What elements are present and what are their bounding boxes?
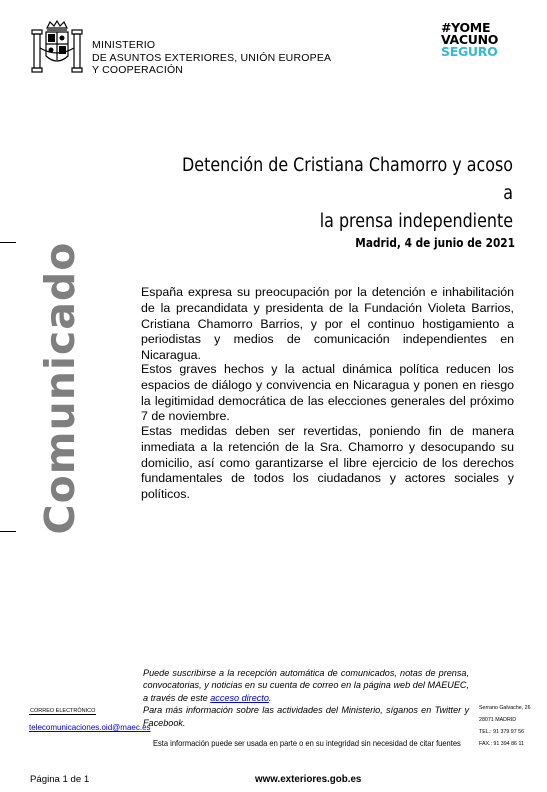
contact-email-link[interactable]: telecomunicaciones.oid@maec.es	[29, 723, 151, 732]
release-date: Madrid, 4 de junio de 2021	[355, 236, 515, 250]
ministry-line: MINISTERIO	[92, 39, 156, 51]
body-paragraph: Estas medidas deben ser revertidas, poniendo fin de manera inmediata a la retención de la Sra. Chamorro y desocupando su domicilio, así como garantizarse el libre ejercicio de los derechos fundamentales de todos los ciudadanos y actores sociales y políticos.	[141, 424, 514, 502]
postal-address	[479, 702, 531, 750]
side-label: Comunicado	[36, 241, 84, 535]
campaign-line: SEGURO	[441, 44, 498, 59]
address-line: Serrano Galvache, 26	[479, 705, 531, 711]
address-line: TEL.: 91 379 97 56	[479, 729, 525, 735]
body-paragraph: España expresa su preocupación por la detención e inhabilitación de la precandidata y presidenta de la Fundación Violeta Barrios, Cristiana Chamorro Barrios, y por el continuo hostigamiento a periodistas y medios de comunicación independientes en Nicaragua.	[141, 285, 514, 363]
campaign-line: #YOME	[441, 20, 491, 35]
subscription-note	[143, 667, 469, 729]
margin-tick	[0, 242, 16, 243]
title-line: Detención de Cristiana Chamorro y acoso a	[182, 155, 514, 204]
ministry-line: DE ASUNTOS EXTERIORES, UNIÓN EUROPEA	[92, 51, 332, 64]
address-line: FAX.: 91 394 86 11	[479, 741, 524, 747]
social-note: Para más información sobre las actividades del Ministerio, síganos en Twitter y Facebook.	[143, 705, 469, 728]
subscription-text-end: .	[268, 692, 272, 703]
subscription-text: Puede suscribirse a la recepción automática de comunicados, notas de prensa, convocatorias, y noticias en su cuenta de correo en la página web del MAEUEC, a través de este	[143, 668, 469, 703]
usage-note: Esta información puede ser usada en parte o en su integridad sin necesidad de citar fuentes	[153, 739, 461, 748]
body-paragraph: Estos graves hechos y la actual dinámica política reducen los espacios de diálogo y convivencia en Nicaragua y ponen en riesgo la legitimidad democrática de las elecciones generales del próximo 7 de noviembre.	[141, 362, 514, 424]
title-line: la prensa independiente	[319, 211, 513, 232]
email-label: CORREO ELECTRÓNICO	[30, 708, 96, 714]
spain-coat-of-arms-icon	[30, 18, 84, 76]
page-number: Página 1 de 1	[30, 774, 90, 785]
campaign-line: VACUNO	[441, 32, 499, 47]
press-release-title	[182, 152, 513, 236]
ministry-line: Y COOPERACIÓN	[92, 64, 184, 76]
address-line: 28071 MADRID	[479, 717, 517, 723]
direct-access-link[interactable]: acceso directo	[210, 692, 269, 703]
website-link[interactable]: www.exteriores.gob.es	[255, 774, 362, 785]
campaign-logo	[441, 22, 511, 58]
ministry-name	[92, 39, 331, 77]
margin-tick	[0, 531, 16, 532]
